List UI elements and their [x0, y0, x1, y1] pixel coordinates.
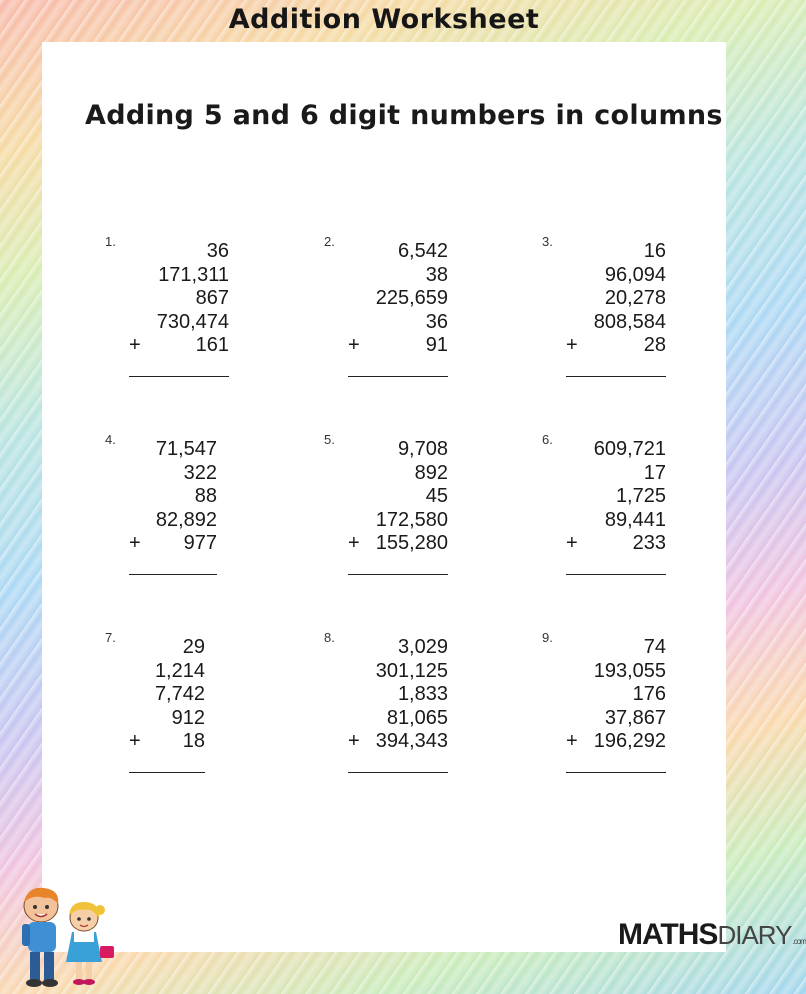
logo-domain-text: .com	[792, 937, 806, 946]
addend: 20,278	[604, 287, 666, 309]
addend: 29	[182, 636, 205, 658]
problem-4	[105, 432, 265, 592]
addend: 37,867	[604, 706, 666, 729]
addend: 96,094	[604, 263, 666, 286]
addend: 18	[182, 730, 205, 752]
addend: 233	[632, 532, 666, 554]
plus-sign: +	[129, 334, 141, 356]
problem-3	[542, 234, 702, 394]
page-header-title: Addition Worksheet	[228, 4, 540, 35]
last-addend-row	[566, 730, 666, 754]
addend: 81,065	[386, 706, 448, 729]
addend: 912	[171, 706, 205, 729]
addend: 3,029	[397, 636, 448, 658]
addend: 1,833	[397, 683, 448, 705]
kids-mascot-icon	[8, 884, 118, 992]
last-addend-row	[566, 334, 666, 358]
problem-1	[105, 234, 265, 394]
problem-5	[324, 432, 484, 592]
last-addend-row	[129, 532, 217, 556]
plus-sign: +	[566, 532, 578, 554]
problem-6	[542, 432, 702, 592]
problem-7	[105, 630, 265, 790]
addend: 196,292	[593, 730, 666, 752]
answer-line	[129, 772, 205, 773]
answer-line	[566, 772, 666, 773]
addend: 172,580	[375, 508, 448, 531]
problem-number: 7.	[105, 630, 116, 645]
plus-sign: +	[348, 730, 360, 752]
last-addend-row	[129, 730, 205, 754]
last-addend-row	[348, 730, 448, 754]
addend: 6,542	[397, 240, 448, 262]
addend: 1,214	[154, 659, 205, 682]
addend: 91	[425, 334, 448, 356]
problem-number: 5.	[324, 432, 335, 447]
addend: 1,725	[615, 485, 666, 507]
addend: 808,584	[593, 310, 666, 333]
problem-2	[324, 234, 484, 394]
problem-number: 3.	[542, 234, 553, 249]
mathsdiary-logo	[618, 918, 806, 952]
worksheet-subtitle: Adding 5 and 6 digit numbers in columns	[85, 100, 723, 131]
addend: 82,892	[155, 508, 217, 531]
plus-sign: +	[129, 532, 141, 554]
addend: 171,311	[158, 263, 229, 286]
plus-sign: +	[348, 334, 360, 356]
addend: 36	[425, 310, 448, 333]
last-addend-row	[566, 532, 666, 556]
addend: 28	[643, 334, 666, 356]
answer-line	[566, 574, 666, 575]
addend: 193,055	[593, 659, 666, 682]
answer-line	[129, 376, 229, 377]
plus-sign: +	[348, 532, 360, 554]
worksheet-sheet	[42, 42, 726, 952]
last-addend-row	[129, 334, 229, 358]
addend: 176	[632, 683, 666, 705]
addend: 730,474	[156, 310, 229, 333]
addend: 977	[183, 532, 217, 554]
addend: 9,708	[397, 438, 448, 460]
addend: 71,547	[155, 438, 217, 460]
last-addend-row	[348, 532, 448, 556]
addend: 88	[194, 485, 217, 507]
addend: 17	[643, 461, 666, 484]
addend: 609,721	[593, 438, 666, 460]
problem-number: 8.	[324, 630, 335, 645]
problem-number: 2.	[324, 234, 335, 249]
addend: 892	[414, 461, 448, 484]
plus-sign: +	[566, 730, 578, 752]
answer-line	[348, 376, 448, 377]
addend: 89,441	[604, 508, 666, 531]
logo-bold-text: MATHS	[618, 918, 718, 951]
problem-8	[324, 630, 484, 790]
addend: 45	[425, 485, 448, 507]
addend: 38	[425, 263, 448, 286]
problem-number: 4.	[105, 432, 116, 447]
logo-light-text: DIARY	[717, 920, 792, 950]
addend: 16	[643, 240, 666, 262]
problem-number: 9.	[542, 630, 553, 645]
answer-line	[566, 376, 666, 377]
problem-number: 1.	[105, 234, 116, 249]
addend: 7,742	[154, 683, 205, 705]
addend: 161	[195, 334, 229, 356]
plus-sign: +	[566, 334, 578, 356]
answer-line	[348, 772, 448, 773]
addend: 394,343	[375, 730, 448, 752]
addend: 74	[643, 636, 666, 658]
addend: 867	[195, 287, 229, 309]
problem-number: 6.	[542, 432, 553, 447]
addend: 301,125	[375, 659, 448, 682]
answer-line	[348, 574, 448, 575]
addend: 155,280	[375, 532, 448, 554]
answer-line	[129, 574, 217, 575]
addend: 225,659	[375, 287, 448, 309]
last-addend-row	[348, 334, 448, 358]
addend: 322	[183, 461, 217, 484]
problem-9	[542, 630, 702, 790]
addend: 36	[206, 240, 229, 262]
plus-sign: +	[129, 730, 141, 752]
